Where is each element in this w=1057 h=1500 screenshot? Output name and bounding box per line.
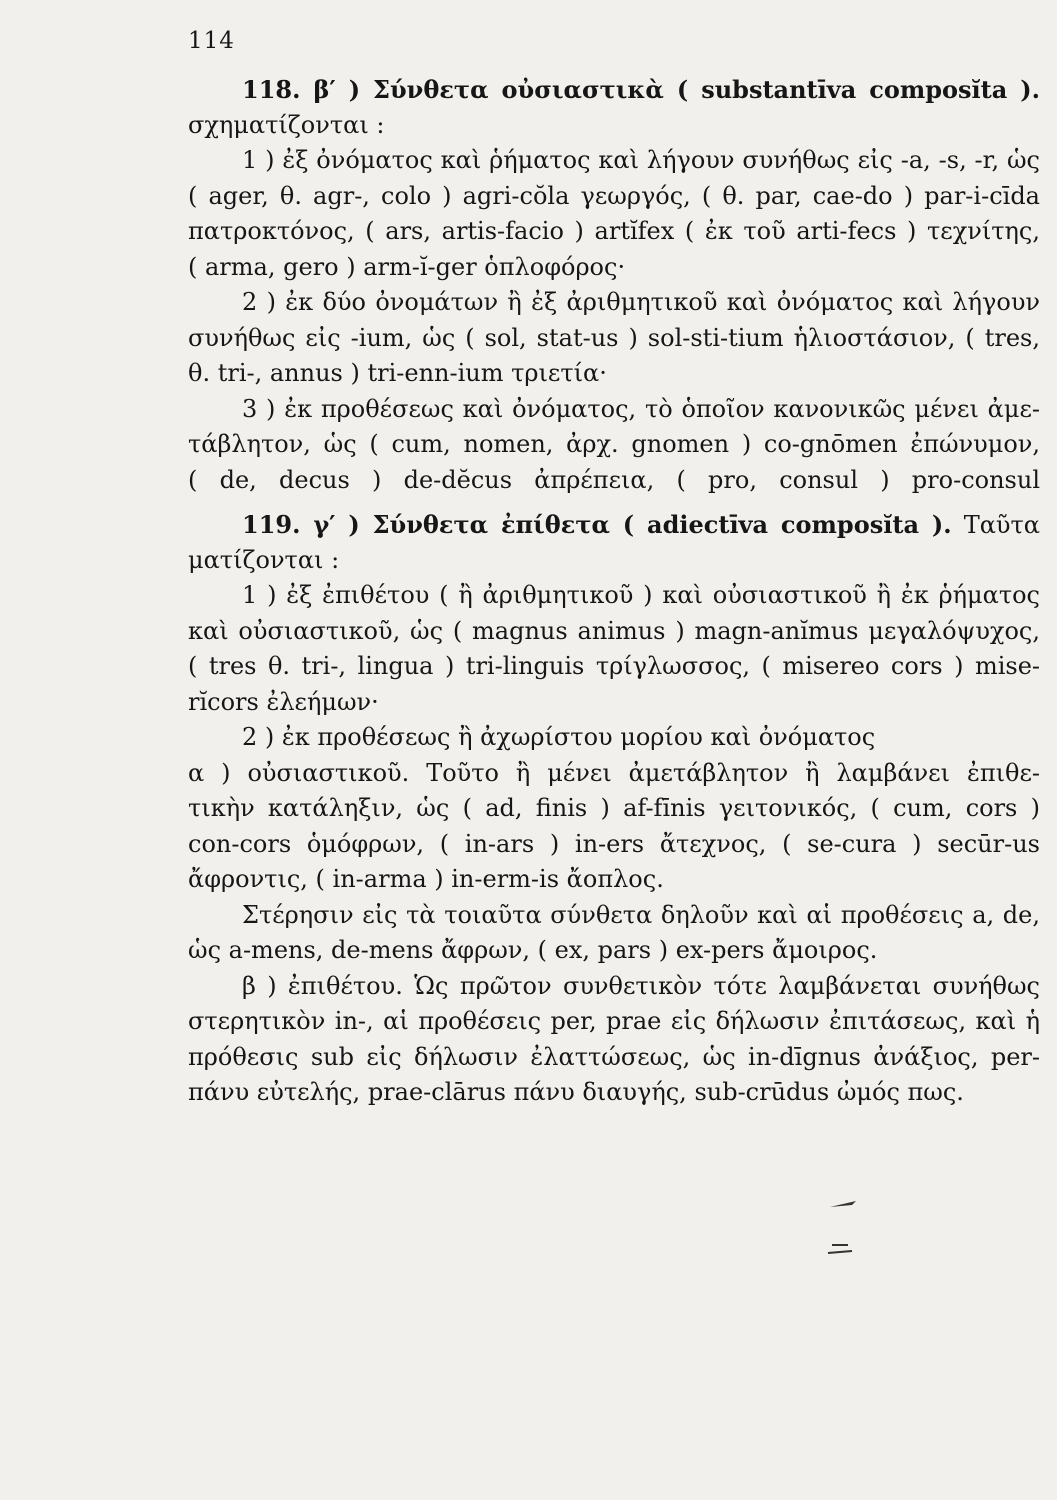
text-line: τάβλητον, ὡς ( cum, nomen, ἀρχ. gnomen ) co-gnōmen ἐπώνυμον,: [188, 430, 1040, 458]
text-line: καὶ οὐσιαστικοῦ, ὡς ( magnus animus ) magn-anĭmus μεγαλόψυχος,: [188, 616, 1040, 645]
text-line: πάνυ εὐτελής, prae-clārus πάνυ διαυγής, sub-crūdus ὠμός πως.: [188, 1078, 964, 1106]
text-line: 3 ) ἐκ προθέσεως καὶ ὀνόματος, τὸ ὁποῖον κανονικῶς μένει ἀμε-: [242, 394, 1040, 423]
text-line: ( ager, θ. agr-, colo ) agri-cŏla γεωργός, ( θ. par, cae-do ) par-i-cīda: [188, 181, 1040, 210]
text-line: πατροκτόνος, ( ars, artis-facio ) artĭfex ( ἐκ τοῦ arti-fecs ) τεχνίτης,: [188, 217, 1040, 245]
section-heading: [188, 507, 1040, 543]
text-line: θ. tri-, annus ) tri-enn-ium τριετία·: [188, 359, 607, 387]
ink-specks: [822, 1195, 882, 1265]
text-line: ἄφροντις, ( in-arma ) in-erm-is ἄοπλος.: [188, 865, 664, 893]
section-heading: [188, 72, 1040, 108]
section: [188, 507, 1040, 1111]
text-line: ( tres θ. tri-, lingua ) tri-linguis τρίγλωσσος, ( misereo cors ) mise-: [188, 652, 1040, 680]
text-line: 1 ) ἐξ ὀνόματος καὶ ῥήματος καὶ λήγουν συνήθως εἰς -a, -s, -r, ὡς: [242, 146, 1040, 174]
text-line: con-cors ὁμόφρων, ( in-ars ) in-ers ἄτεχνος, ( se-cura ) secūr-us: [188, 829, 1040, 858]
text-line: rĭcors ἐλεήμων·: [188, 687, 379, 716]
text-line: 2 ) ἐκ προθέσεως ἢ ἀχωρίστου μορίου καὶ ὀνόματος: [242, 723, 876, 751]
section-title: β′ ) Σύνθετα οὐσιαστικὰ ( substantīva composĭta ).: [313, 75, 1040, 104]
text-line: τικὴν κατάληξιν, ὡς ( ad, finis ) af-fīnis γειτονικός, ( cum, cors ): [188, 794, 1040, 822]
text-line: συνήθως εἰς -ium, ὡς ( sol, stat-us ) sol-sti-tium ἡλιοστάσιον, ( tres,: [188, 323, 1040, 352]
text-line: πρόθεσις sub εἰς δήλωσιν ἐλαττώσεως, ὡς in-dīgnus ἀνάξιος, per-: [188, 1042, 1040, 1071]
text-line: ( de, decus ) de-dĕcus ἀπρέπεια, ( pro, consul ) pro-consul: [188, 465, 1040, 494]
section-heading-rest: Ταῦτα: [963, 511, 1040, 539]
text-line: στερητικὸν in-, αἱ προθέσεις per, prae εἰς δήλωσιν ἐπιτάσεως, καὶ ἡ: [188, 1007, 1040, 1035]
text-line: ματίζονται :: [188, 545, 340, 574]
page-number: 114: [188, 28, 235, 54]
section-number: 119.: [242, 510, 314, 539]
text-line: Στέρησιν εἰς τὰ τοιαῦτα σύνθετα δηλοῦν καὶ αἱ προθέσεις a, de,: [242, 900, 1040, 929]
text-line: ( arma, gero ) arm-ĭ-ger ὁπλοφόρος·: [188, 252, 626, 281]
text-line: α ) οὐσιαστικοῦ. Τοῦτο ἢ μένει ἀμετάβλητον ἢ λαμβάνει ἐπιθε-: [188, 758, 1040, 787]
text-line: 2 ) ἐκ δύο ὀνομάτων ἢ ἐξ ἀριθμητικοῦ καὶ ὀνόματος καὶ λήγουν: [242, 288, 1040, 316]
text-line: σχηματίζονται :: [188, 110, 385, 139]
text-line: 1 ) ἐξ ἐπιθέτου ( ἢ ἀριθμητικοῦ ) καὶ οὐσιαστικοῦ ἢ ἐκ ῥήματος: [242, 581, 1040, 609]
section-number: 118.: [242, 75, 314, 104]
page-content: [188, 72, 1040, 1111]
text-line: β ) ἐπιθέτου. Ὡς πρῶτον συνθετικὸν τότε λαμβάνεται συνήθως: [242, 971, 1040, 1000]
text-line: ὡς a-mens, de-mens ἄφρων, ( ex, pars ) ex-pers ἄμοιρος.: [188, 936, 878, 964]
page-body: [188, 28, 1040, 1111]
section-title: γ′ ) Σύνθετα ἐπίθετα ( adiectīva composĭta ).: [313, 510, 952, 539]
section: [188, 72, 1040, 498]
